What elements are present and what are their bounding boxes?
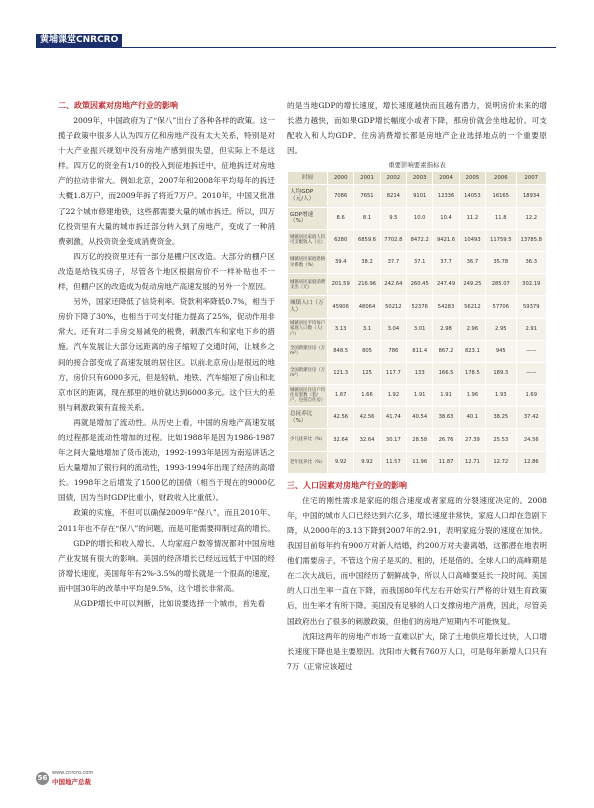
table-cell: 25.53 (486, 429, 516, 451)
row-label: 城镇居民家庭人均可支配收入（元） (288, 229, 328, 251)
table-cell: 16165 (486, 185, 516, 207)
table-cell: 32.64 (328, 429, 354, 451)
table-cell: 1.66 (354, 385, 380, 407)
row-label: 城镇居民住房户均住房套数（套/户，包括自住房） (288, 385, 328, 407)
table-cell: 11759.5 (486, 229, 516, 251)
table-cell: 867.2 (433, 340, 459, 362)
row-label: 少儿抚养比（%） (288, 429, 328, 451)
row-label: 老年抚养比（%） (288, 451, 328, 473)
table-cell: 40.1 (459, 407, 485, 429)
table-cell: 2.98 (433, 318, 459, 340)
table-cell: 6280 (328, 229, 354, 251)
table-cell: 48064 (354, 296, 380, 318)
table-cell: 50212 (380, 296, 406, 318)
section-header-label: 黄埔课堂CNRCRO (36, 34, 122, 47)
paragraph: 沈阳这两年的房地产市场一直难以扩大，除了土地供应增长过快，人口增长速度下降也是主要原因。沈阳市大概有760万人口，可是每年新增人口只有7万（正常应该超过 (287, 631, 547, 671)
table-cell: 52376 (407, 296, 433, 318)
table-cell: 1.96 (459, 385, 485, 407)
table-cell: 26.76 (433, 429, 459, 451)
table-row (288, 185, 547, 207)
row-label: 城镇居民家庭恩格尔系数（%） (288, 251, 328, 273)
indicator-table-block (287, 160, 547, 473)
table-cell: 42.56 (354, 407, 380, 429)
section-title-population: 三、人口因素对房地产行业的影响 (287, 480, 407, 490)
table-cell: 37.42 (516, 407, 546, 429)
table-cell: —— (516, 340, 546, 362)
table-cell: 41.74 (380, 407, 406, 429)
table-cell: 9421.6 (433, 229, 459, 251)
table-cell: 7651 (354, 185, 380, 207)
table-cell: 9101 (407, 185, 433, 207)
year-header: 2005 (459, 172, 485, 185)
row-label: 城镇人口（万人） (288, 296, 328, 318)
table-cell: 10.0 (407, 207, 433, 229)
indicator-table (287, 171, 547, 473)
table-cell: 24.56 (516, 429, 546, 451)
table-cell: 9.5 (380, 207, 406, 229)
table-row (288, 296, 547, 318)
table-cell: 1.91 (407, 385, 433, 407)
table-title: 重要影响要素指标表 (287, 160, 547, 171)
row-label: 总抚养比（%） (288, 407, 328, 429)
paragraph: 政策的实施，不但可以确保2009年“保八”，而且2010年、2011年也不存在“保八”的问题，而是可能需要抑制过高的增长。 (58, 508, 275, 533)
table-cell: 1.69 (516, 385, 546, 407)
table-cell: 38.2 (354, 251, 380, 273)
table-row (288, 429, 547, 451)
table-cell: 285.07 (486, 274, 516, 296)
table-cell: 178.5 (459, 362, 485, 384)
year-header: 2004 (433, 172, 459, 185)
table-cell: 121.3 (328, 362, 354, 384)
table-cell: 28.58 (407, 429, 433, 451)
table-cell: 10.4 (433, 207, 459, 229)
paragraph: 的是当地GDP的增长速度，增长速度越快而且越有潜力，说明房价未来的增长潜力越快，而如果GDP增长幅度小或者下降，那房价就会坐地起价。可支配收入和人均GDP、住房消费增长都是房地产企业选择地点的一个重要原因。 (287, 101, 547, 156)
table-cell: 37.1 (407, 251, 433, 273)
table-cell: 37.7 (380, 251, 406, 273)
table-cell: 36.7 (459, 251, 485, 273)
paragraph: 另外，国家还降低了信贷利率。贷款利率降低0.7%，相当于房价下降了30%，也相当于可支付能力提高了25%，促动作用非常大。还有对二手房交易减免的税费，刺激汽车和家电下乡的措施。汽车发展让大部分远距离的房子缩短了交通时间，让城乡之间的接合部变成了高速发展的居住区。以前北京房山是很远的地方，房价只有6000多元，但是轻轨、地铁、汽车缩短了房山和北京市区的距离，现在那里的地价就达到6000多元。这个巨大的差别与刺激政策有直接关系。 (58, 297, 275, 412)
table-row (288, 274, 547, 296)
row-label: 人均GDP（元/人） (288, 185, 328, 207)
table-row (288, 251, 547, 273)
table-cell: 59379 (516, 296, 546, 318)
table-cell: 12.2 (516, 207, 546, 229)
table-cell: 30.17 (380, 429, 406, 451)
table-cell: 945 (486, 340, 516, 362)
row-label: 城镇居民平均每户家庭人口数（人/户） (288, 318, 328, 340)
year-header: 2000 (328, 172, 354, 185)
table-cell: 40.54 (407, 407, 433, 429)
year-header: 2001 (354, 172, 380, 185)
table-cell: 1.91 (433, 385, 459, 407)
table-cell: 11.87 (433, 451, 459, 473)
row-label: 全国新建住房（万m²） (288, 340, 328, 362)
left-column (58, 98, 275, 611)
table-cell: 133 (407, 362, 433, 384)
table-cell: 3.01 (407, 318, 433, 340)
row-label: 全国新建住房（万m²） (288, 362, 328, 384)
table-cell: 6859.6 (354, 229, 380, 251)
table-cell: 249.25 (459, 274, 485, 296)
table-cell: 9.92 (354, 451, 380, 473)
table-cell: 11.2 (459, 207, 485, 229)
table-cell: 37.7 (433, 251, 459, 273)
table-cell: 3.1 (354, 318, 380, 340)
row-label: GDP增速（%） (288, 207, 328, 229)
table-cell: 811.4 (407, 340, 433, 362)
row-label: 城镇居民家庭消费支出（元） (288, 274, 328, 296)
table-cell: 2.96 (459, 318, 485, 340)
table-cell: 11.96 (407, 451, 433, 473)
table-cell: 8.1 (354, 207, 380, 229)
table-cell: 3.13 (328, 318, 354, 340)
table-cell: 9.92 (328, 451, 354, 473)
table-cell: 10493 (459, 229, 485, 251)
table-cell: 1.67 (328, 385, 354, 407)
table-cell: 1.92 (380, 385, 406, 407)
paragraph: 从GDP增长中可以判断，比如说要选择一个城市，首先看 (73, 599, 266, 608)
table-cell: 12.86 (516, 451, 546, 473)
table-cell: 166.5 (433, 362, 459, 384)
table-cell: 823.1 (459, 340, 485, 362)
table-row (288, 340, 547, 362)
paragraph: 再就是增加了流动性。从历史上看，中国的房地产高速发展的过程都是流动性增加的过程。比如1988年是因为1986-1987年之间大量地增加了货币流动，1992-1993年是因为南巡讲话之后大量增加了银行间的流动性，1993-1994年出现了经济的高增长。1998年之后增发了1500亿的国债（相当于现在的9000亿国债，因为当时GDP比重小，财政收入比重低）。 (58, 417, 275, 503)
table-cell: 11.8 (486, 207, 516, 229)
table-cell: 2.91 (516, 318, 546, 340)
table-row (288, 385, 547, 407)
table-cell: 27.39 (459, 429, 485, 451)
paragraph: 住宅的刚性需求是家庭的组合速度或者家庭的分裂速度决定的。2008年，中国的城市人口已经达到六亿多，增长速度非常快，家庭人口却在急剧下降，从2000年的3.13下降到2007年的2.91，表明家庭分裂的速度在加快。我国目前每年约有900万对新人结婚，约200万对夫妻离婚，这都潜在地表明他们需要房子，不管这个房子是买的、租的，还是借的。全球人口的高峰期是在二次大战后，而中国经历了朝鲜战争，所以人口高峰要延长一段时间。美国的人口出生率一直在下降，而我国80年代左右开始实行严格的计划生育政策后，出生率才有所下降。美国没有足够的人口支撑房地产消费，因此，尽管美国政府出台了很多的刺激政策，但他们的房地产短期内不可能恢复。 (287, 495, 547, 626)
table-cell: 7086 (328, 185, 354, 207)
paragraph: GDP的增长和收入增长、人均家庭户数等情况都对中国房地产业发展有很大的影响。美国的经济增长已经远远低于中国的经济增长速度，美国每年有2%-3.5%的增长就是一个很高的速度，而中国30年的改革中平均是9.5%，这个增长非常高。 (58, 538, 275, 593)
table-cell: 3.04 (380, 318, 406, 340)
table-cell: 8.6 (328, 207, 354, 229)
table-cell: 247.49 (433, 274, 459, 296)
table-cell: 18934 (516, 185, 546, 207)
table-cell: 45906 (328, 296, 354, 318)
table-cell: 36.3 (516, 251, 546, 273)
footer-url: www.cnrcro.com (52, 770, 94, 776)
table-cell: 201.59 (328, 274, 354, 296)
year-header: 2007 (516, 172, 546, 185)
table-cell: 1.93 (486, 385, 516, 407)
table-cell: 2.95 (486, 318, 516, 340)
paragraph: 四万亿的投资里还有一部分是棚户区改造。大部分的棚户区改造是给钱买房子，尽管各个地区根据房价不一样补贴也不一样，但棚户区的改造成为促动房地产高速发展的另外一个原因。 (58, 251, 275, 292)
table-cell: 32.64 (354, 429, 380, 451)
table-row (288, 207, 547, 229)
table-cell: 216.96 (354, 274, 380, 296)
table-cell: 848.5 (328, 340, 354, 362)
table-cell: 13785.8 (516, 229, 546, 251)
table-row (288, 229, 547, 251)
year-header: 2003 (407, 172, 433, 185)
table-cell: 57706 (486, 296, 516, 318)
table-cell: 805 (354, 340, 380, 362)
right-column (287, 98, 547, 674)
table-row (288, 318, 547, 340)
table-cell: 189.3 (486, 362, 516, 384)
page-number: 56 (36, 772, 49, 785)
table-cell: 117.7 (380, 362, 406, 384)
table-cell: 12.72 (486, 451, 516, 473)
year-header: 2006 (486, 172, 516, 185)
table-cell: 54283 (433, 296, 459, 318)
table-row (288, 362, 547, 384)
section-title-policy: 二、政策因素对房地产行业的影响 (58, 101, 178, 110)
table-cell: 242.64 (380, 274, 406, 296)
table-cell: 786 (380, 340, 406, 362)
table-cell: 7702.8 (380, 229, 406, 251)
table-cell: 260.45 (407, 274, 433, 296)
table-row (288, 451, 547, 473)
table-cell: 38.63 (433, 407, 459, 429)
table-header-row (288, 172, 547, 185)
table-corner-label: 时间 (288, 172, 328, 185)
table-cell: 42.56 (328, 407, 354, 429)
table-cell: 39.4 (328, 251, 354, 273)
paragraph: 2009年，中国政府为了“保八”出台了各种各样的政策。这一揽子政策中很多人认为四万亿和房地产没有太大关系，特别是对十大产业振兴规划中没有房地产感到很失望，但实际上不是这样。四万亿的资金有1/10的投入到征地拆迁中，征地拆迁对房地产的拉动非常大。例如北京，2007年和2008年平均每年的拆迁大概1.8万户，而2009年拆了将近7万户。2010年，中国又批准了22个城市修建地铁，这些都需要大量的城市拆迁。所以，四万亿投资里有大量的城市拆迁部分转入到了房地产，变成了一种消费刺激，从投资资金变成消费资金。 (58, 116, 275, 246)
table-cell: 35.78 (486, 251, 516, 273)
table-cell: 8214 (380, 185, 406, 207)
table-cell: 302.19 (516, 274, 546, 296)
table-cell: 12.71 (459, 451, 485, 473)
year-header: 2002 (380, 172, 406, 185)
table-cell: 12336 (433, 185, 459, 207)
magazine-name: 中国地产总裁 (52, 778, 91, 786)
table-cell: 38.25 (486, 407, 516, 429)
table-body (288, 185, 547, 473)
table-row (288, 407, 547, 429)
table-cell: 11.57 (380, 451, 406, 473)
table-cell: 14053 (459, 185, 485, 207)
table-cell: 56212 (459, 296, 485, 318)
table-cell: —— (516, 362, 546, 384)
table-cell: 8472.2 (407, 229, 433, 251)
table-cell: 125 (354, 362, 380, 384)
